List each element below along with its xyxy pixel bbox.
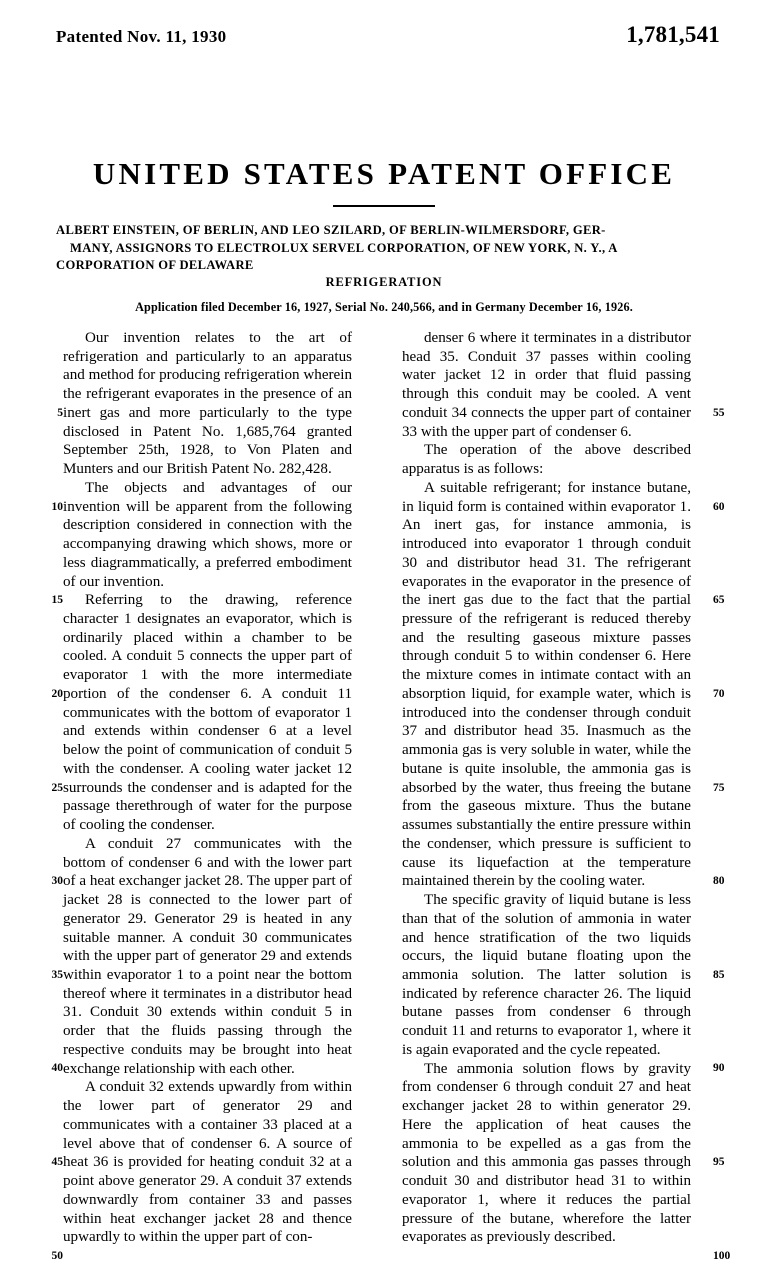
line-number: 15	[51, 594, 63, 607]
line-number: 100	[713, 1249, 731, 1262]
line-number: 75	[713, 781, 725, 794]
patent-subject-title: REFRIGERATION	[325, 275, 443, 289]
body-paragraph: A conduit 27 communicates with the bottom of condenser 6 and with the lower part of a heat exchanger jacket 28. The upper part of jacket 28 is connected to the lower part of generator 29. Generator 29 is heated in any suitable manner. A conduit 30 communicates with the upper part of generator 29 and extends within evaporator 1 to a point near the bottom thereof where it terminates in a distributor head 31. Conduit 30 extends within conduit 5 in order that the fluids passing through the respective conduits may be brought into heat exchange relationship with each other.	[63, 835, 352, 1077]
body-paragraph: A conduit 32 extends upwardly from within the lower part of generator 29 and communicates with a container 33 placed at a level above that of condenser 6. A source of heat 36 is provided for heating conduit 32 at a point above generator 29. A conduit 37 extends downwardly from container 33 and passes within heat exchanger jacket 28 and thence upwardly to within the upper part of con-	[63, 1079, 352, 1246]
column-right	[402, 329, 691, 1247]
patent-number: 1,781,541	[626, 22, 720, 47]
body-paragraph: The operation of the above described apparatus is as follows:	[402, 442, 691, 478]
patented-date: Patented Nov. 11, 1930	[56, 27, 227, 46]
line-number: 55	[713, 406, 725, 419]
inventors-line-3: CORPORATION OF DELAWARE	[56, 258, 254, 272]
page-header	[56, 22, 720, 48]
body-columns	[0, 329, 768, 1246]
line-number: 65	[713, 594, 725, 607]
line-number: 20	[51, 687, 63, 700]
body-paragraph: A suitable refrigerant; for instance butane, in liquid form is contained within evaporator 1. An inert gas, for instance ammonia, is introduced into evaporator 1 through conduit 30 and distributor head 31. The refrigerant evaporates in the evaporator in the presence of the inert gas due to the fact that the partial pressure of the refrigerant is reduced thereby and the resulting gaseous mixture passes through conduit 5 to within condenser 6. Here the mixture comes in intimate contact with an absorption liquid, for example water, which is introduced into the condenser through conduit 37 and distributor head 35. Inasmuch as the ammonia gas is very soluble in water, while the butane is quite insoluble, the ammonia gas is absorbed by the water, thus freeing the butane from the gaseous mixture. Thus the butane assumes substantially the entire pressure within the condenser, which pressure is sufficient to cause its liquefaction at the temperature maintained therein by the cooling water.	[402, 479, 691, 890]
inventors-line-1: ALBERT EINSTEIN, OF BERLIN, AND LEO SZILARD, OF BERLIN-WILMERSDORF, GER-	[56, 223, 606, 237]
line-number: 10	[51, 500, 63, 513]
inventors-line-2: MANY, ASSIGNORS TO ELECTROLUX SERVEL CORPORATION, OF NEW YORK, N. Y., A	[70, 240, 618, 255]
inventors-block	[56, 222, 720, 275]
line-number: 45	[51, 1156, 63, 1169]
column-left	[63, 329, 352, 1247]
line-number: 40	[51, 1062, 63, 1075]
line-number: 95	[713, 1156, 725, 1169]
body-paragraph: Our invention relates to the art of refrigeration and particularly to an apparatus and method for producing refrigeration wherein the refrigerant evaporates in the presence of an inert gas and more particularly to the type disclosed in Patent No. 1,685,764 granted September 25th, 1928, to Von Platen and Munters and our British Patent No. 282,428.	[63, 330, 352, 478]
line-number: 80	[713, 875, 725, 888]
body-paragraph: Referring to the drawing, reference character 1 designates an evaporator, which is ordinarily placed within a chamber to be cooled. A conduit 5 connects the upper part of evaporator 1 with the more intermediate portion of the condenser 6. A conduit 11 communicates with the bottom of evaporator 1 and extends within condenser 6 at a level below the point of communication of conduit 5 with the condenser. A cooling water jacket 12 surrounds the condenser and is adapted for the passage therethrough of water for the purpose of cooling the condenser.	[63, 592, 352, 834]
line-number: 35	[51, 968, 63, 981]
line-number: 70	[713, 687, 725, 700]
body-paragraph: denser 6 where it terminates in a distributor head 35. Conduit 37 passes within cooling water jacket 12 in order that fluid passing through this conduit may be cooled. A vent conduit 34 connects the upper part of container 33 with the upper part of condenser 6.	[402, 330, 691, 440]
line-number: 60	[713, 500, 725, 513]
line-number: 90	[713, 1062, 725, 1075]
body-paragraph: The objects and advantages of our invention will be apparent from the following description considered in connection with the accompanying drawing which shows, more or less diagrammatically, a preferred embodiment of our invention.	[63, 479, 352, 590]
body-paragraph: The ammonia solution flows by gravity from condenser 6 through conduit 27 and heat exchanger jacket 28 to within generator 29. Here the application of heat causes the ammonia to be expelled as a gas from the solution and this ammonia gas passes through conduit 30 and distributor head 31 to within evaporator 1, where it reduces the partial pressure of the butane, wherefore the latter evaporates as previously described.	[402, 1060, 691, 1246]
line-number: 5	[57, 406, 63, 419]
body-paragraph: The specific gravity of liquid butane is less than that of the solution of ammonia in water and hence stratification of the two liquids occurs, the liquid butane floating upon the ammonia solution. The latter solution is indicated by reference character 26. The liquid butane passes from condenser 6 through conduit 11 and returns to evaporator 1, where it is again evaporated and the cycle repeated.	[402, 892, 691, 1058]
application-filing-line: Application filed December 16, 1927, Serial No. 240,566, and in Germany December 16, 1926.	[135, 300, 633, 314]
line-number: 50	[51, 1249, 63, 1262]
line-number: 85	[713, 968, 725, 981]
line-number: 30	[51, 875, 63, 888]
line-number: 25	[51, 781, 63, 794]
page-title: UNITED STATES PATENT OFFICE	[92, 156, 676, 191]
title-divider	[333, 205, 435, 207]
